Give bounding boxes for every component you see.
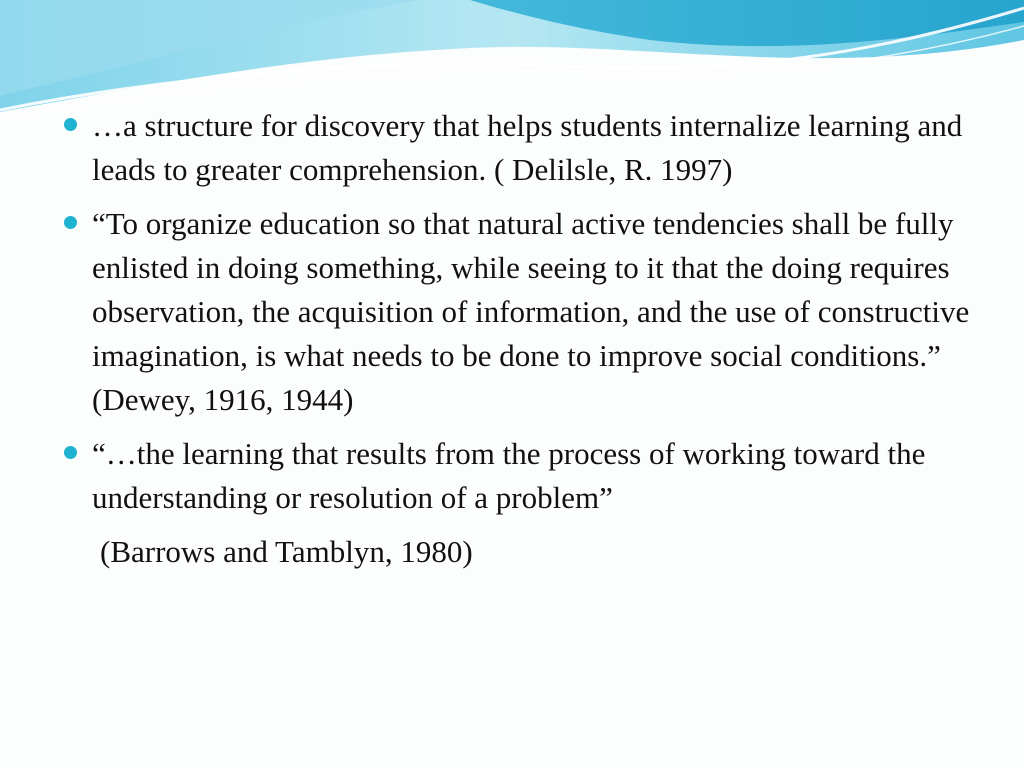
slide-body — [62, 104, 982, 574]
bullet-text: “…the learning that results from the process of working toward the understanding or resolution of a problem” — [92, 436, 926, 515]
bullet-text: “To organize education so that natural active tendencies shall be fully enlisted in doing something, while seeing to it that the doing requires observation, the acquisition of information, and the use of constructive imagination, is what needs to be done to improve social conditions.” (Dewey, 1916, 1944) — [92, 206, 970, 417]
citation-line: (Barrows and Tamblyn, 1980) — [100, 534, 473, 569]
bullet-text: …a structure for discovery that helps students internalize learning and leads to greater comprehension. ( Delilsle, R. 1997) — [92, 108, 963, 187]
bullet-item — [62, 202, 982, 422]
bullet-dot-icon — [64, 446, 77, 459]
bullet-dot-icon — [64, 118, 77, 131]
bullet-item — [62, 432, 982, 520]
bullet-dot-icon — [64, 216, 77, 229]
bullet-item — [62, 104, 982, 192]
